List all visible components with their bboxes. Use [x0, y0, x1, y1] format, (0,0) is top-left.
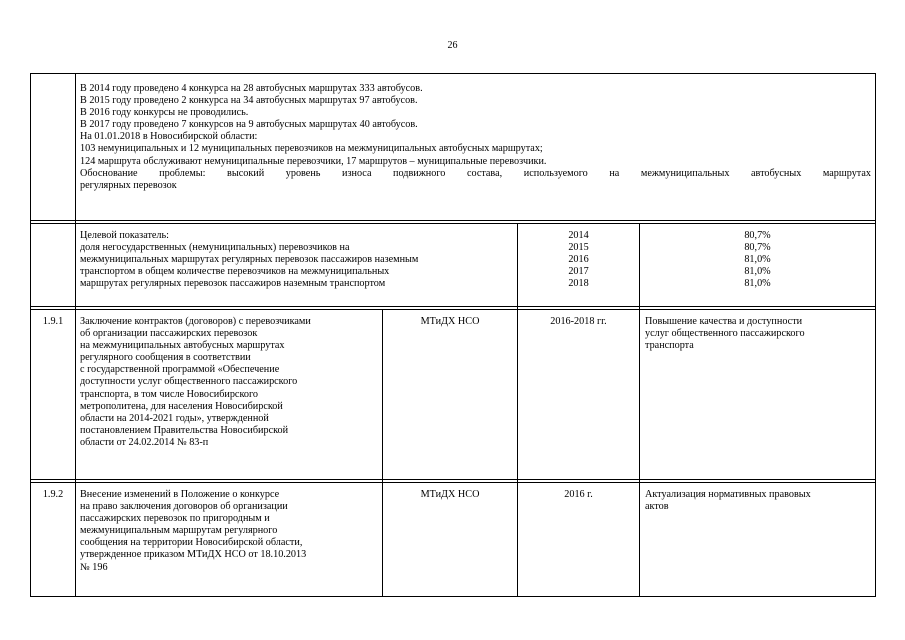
indicator-values — [640, 230, 875, 290]
measure-period: 2016 г. — [564, 489, 593, 500]
measure-period: 2016-2018 гг. — [550, 316, 607, 327]
indicator-years — [518, 230, 639, 290]
indicator-value: 80,7% — [744, 242, 771, 254]
description-line: регулярного сообщения в соответствии — [80, 352, 251, 364]
indicator-value: 81,0% — [744, 254, 771, 266]
measure-result — [645, 489, 873, 513]
row-divider — [30, 482, 876, 483]
indicator-value: 80,7% — [744, 230, 771, 241]
indicator-value: 81,0% — [744, 278, 771, 290]
description-line: об организации пассажирских перевозок — [80, 328, 258, 340]
table-border-bottom — [30, 596, 876, 597]
measure-number: 1.9.2 — [42, 489, 64, 500]
description-line: утвержденное приказом МТиДХ НСО от 18.10.2013 — [80, 549, 307, 561]
intro-text — [80, 83, 871, 192]
table-border-right — [875, 73, 876, 597]
result-line: услуг общественного пассажирского — [645, 328, 805, 340]
table-border-left — [30, 73, 31, 597]
intro-line: 103 немуниципальных и 12 муниципальных перевозчиков на межмуниципальных автобусных маршрутах; — [80, 143, 543, 155]
indicator-year: 2018 — [568, 278, 589, 290]
indicator-year: 2014 — [568, 230, 589, 241]
result-line: актов — [645, 501, 669, 513]
intro-line: В 2017 году проведено 7 конкурсов на 9 автобусных маршрутах 40 автобусов. — [80, 119, 418, 131]
description-line: с государственной программой «Обеспечение — [80, 364, 280, 376]
result-line: транспорта — [645, 340, 694, 352]
page-number: 26 — [447, 40, 458, 51]
description-line: пассажирских перевозок по пригородным и — [80, 513, 270, 525]
description-line: области на 2014-2021 годы», утвержденной — [80, 412, 269, 424]
indicator-line: маршрутах регулярных перевозок пассажиров наземным транспортом — [80, 278, 386, 290]
intro-line: В 2015 году проведено 2 конкурса на 34 автобусных маршрутах 97 автобусов. — [80, 95, 418, 107]
description-line: постановлением Правительства Новосибирской — [80, 424, 289, 436]
indicator-year: 2017 — [568, 266, 589, 278]
column-divider — [75, 73, 76, 597]
description-line: № 196 — [80, 561, 108, 573]
description-line: на право заключения договоров об организации — [80, 501, 288, 513]
row-divider — [30, 220, 876, 221]
measure-executor: МТиДХ НСО — [420, 316, 480, 327]
description-line: Заключение контрактов (договоров) с перевозчиками — [80, 316, 311, 327]
intro-line: В 2014 году проведено 4 конкурса на 28 автобусных маршрутах 333 автобусов. — [80, 83, 423, 94]
intro-line: На 01.01.2018 в Новосибирской области: — [80, 131, 258, 143]
measure-result — [645, 316, 873, 352]
intro-line: 124 маршрута обслуживают немуниципальные перевозчики, 17 маршрутов – муниципальные перевозчики. — [80, 155, 547, 167]
row-divider — [30, 223, 876, 224]
indicator-year: 2016 — [568, 254, 589, 266]
measure-number: 1.9.1 — [42, 316, 64, 327]
indicator-line: доля негосударственных (немуниципальных) перевозчиков на — [80, 242, 350, 254]
description-line: на межмуниципальных автобусных маршрутах — [80, 340, 285, 352]
row-divider — [30, 306, 876, 307]
intro-line: В 2016 году конкурсы не проводились. — [80, 107, 249, 119]
table-border-top — [30, 73, 876, 74]
row-divider — [30, 309, 876, 310]
indicator-line: межмуниципальных маршрутах регулярных перевозок пассажиров наземным — [80, 254, 419, 266]
indicator-line: транспортом в общем количестве перевозчиков на межмуниципальных — [80, 266, 390, 278]
target-indicator-text — [80, 230, 514, 290]
intro-line: регулярных перевозок — [80, 179, 177, 191]
description-line: транспорта, в том числе Новосибирского — [80, 388, 258, 400]
row-divider — [30, 479, 876, 480]
description-line: области от 24.02.2014 № 83-п — [80, 436, 209, 448]
intro-justified-line: Обоснование проблемы: высокий уровень износа подвижного состава, используемого на межмуниципальных автобусных маршрутах — [80, 167, 871, 179]
description-line: сообщения на территории Новосибирской области, — [80, 537, 303, 549]
measures-table — [30, 73, 876, 597]
result-line: Актуализация нормативных правовых — [645, 489, 811, 500]
measure-executor: МТиДХ НСО — [420, 489, 480, 500]
indicator-year: 2015 — [568, 242, 589, 254]
description-line: межмуниципальным маршрутам регулярного — [80, 525, 278, 537]
description-line: Внесение изменений в Положение о конкурсе — [80, 489, 280, 500]
description-line: доступности услуг общественного пассажирского — [80, 376, 298, 388]
indicator-line: Целевой показатель: — [80, 230, 169, 241]
indicator-value: 81,0% — [744, 266, 771, 278]
result-line: Повышение качества и доступности — [645, 316, 803, 327]
description-line: метрополитена, для населения Новосибирской — [80, 400, 283, 412]
column-divider — [382, 309, 383, 597]
measure-description — [80, 489, 380, 574]
measure-description — [80, 316, 380, 449]
